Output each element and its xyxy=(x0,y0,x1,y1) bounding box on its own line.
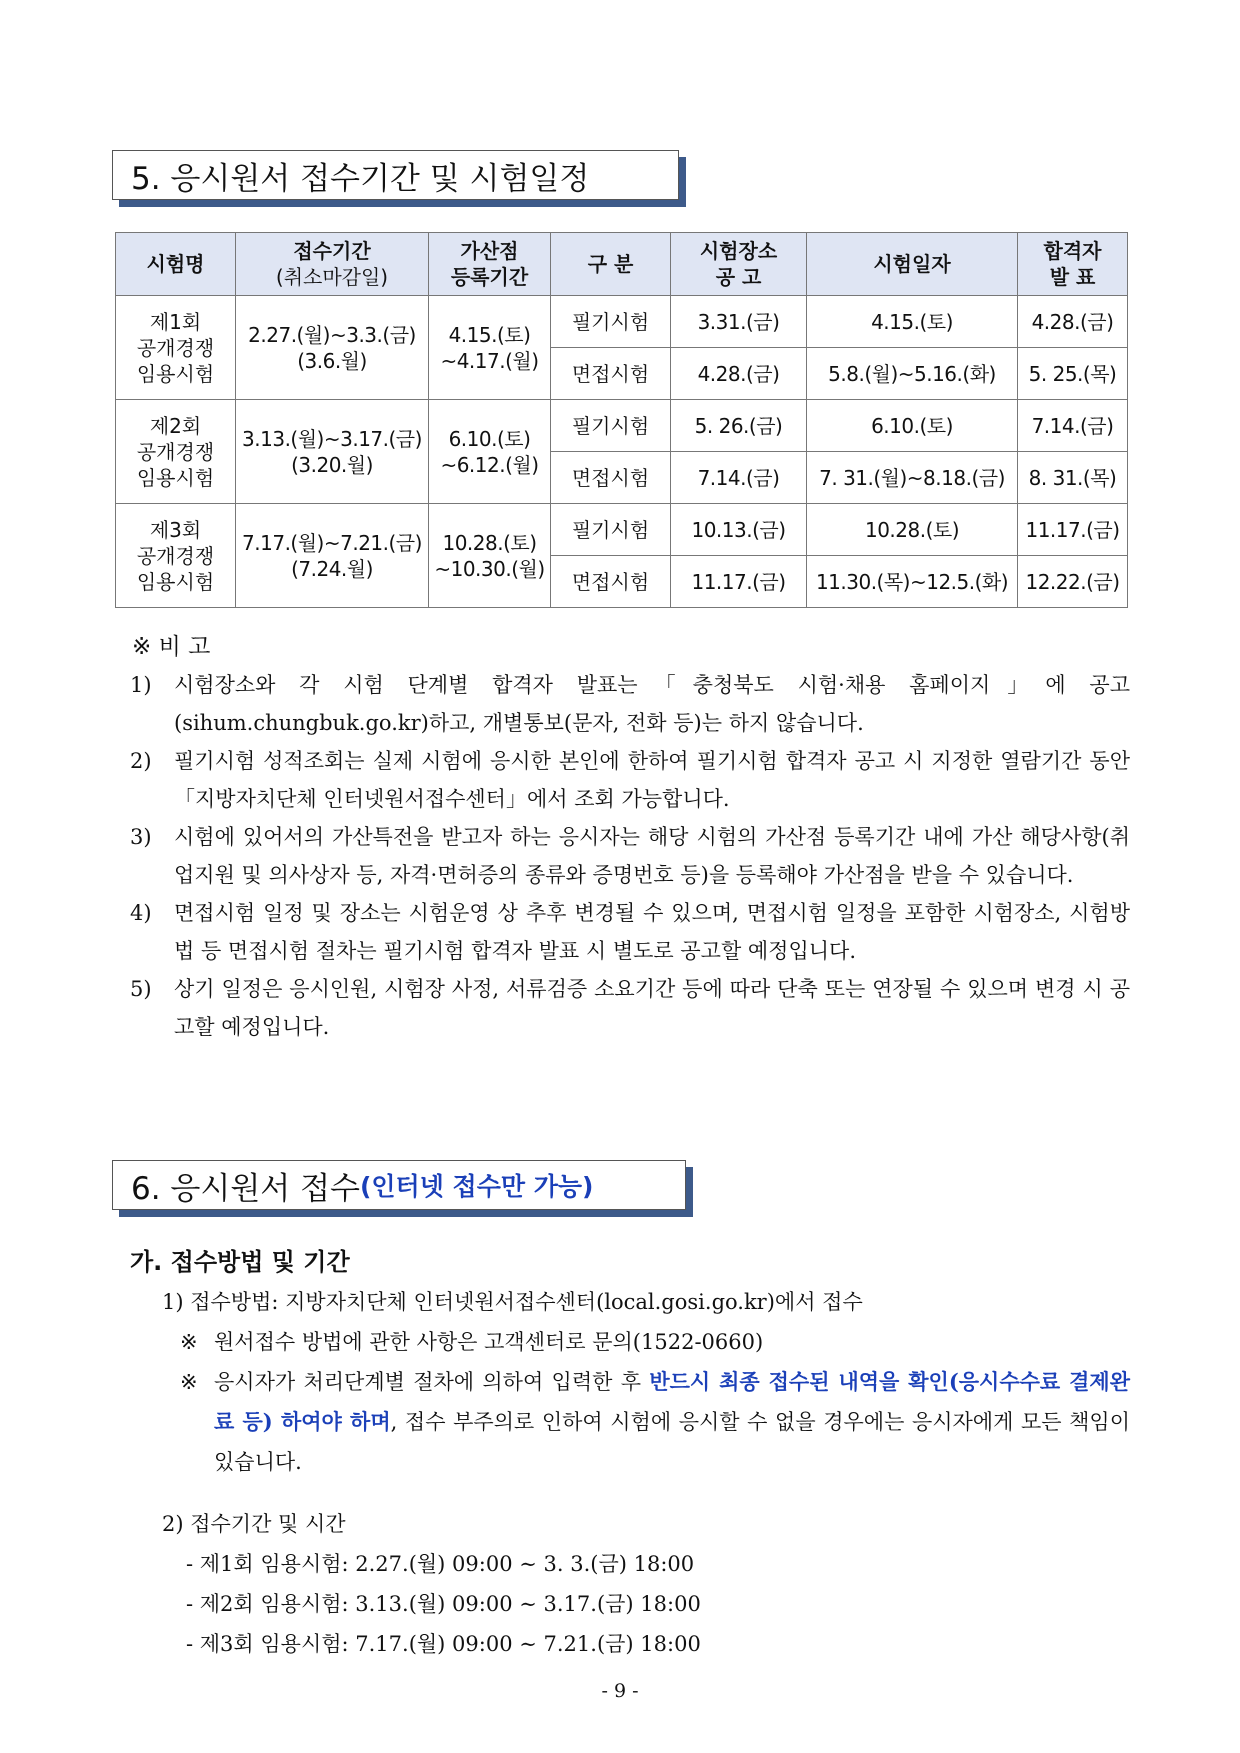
method-subtitle: 가. 접수방법 및 기간 xyxy=(130,1248,350,1276)
section6-title-note: (인터넷 접수만 가능) xyxy=(359,1172,594,1201)
type-cell: 필기시험 xyxy=(551,400,671,452)
exam-name-cell: 제2회 공개경쟁 임용시험 xyxy=(116,400,236,504)
method-line: 1) 접수방법: 지방자치단체 인터넷원서접수센터(local.gosi.go.kr)에서 접수 xyxy=(162,1290,863,1314)
date-cell: 5.8.(월)~5.16.(화) xyxy=(807,348,1018,400)
date-cell: 6.10.(토) xyxy=(807,400,1018,452)
type-cell: 면접시험 xyxy=(551,556,671,608)
type-cell: 면접시험 xyxy=(551,348,671,400)
date-cell: 7. 31.(월)~8.18.(금) xyxy=(807,452,1018,504)
note-number: 4) xyxy=(130,901,152,925)
note-text: 필기시험 성적조회는 실제 시험에 응시한 본인에 한하여 필기시험 합격자 공고 시 지정한 열람기간 동안「지방자치단체 인터넷원서접수센터」에서 조회 가능합니다. xyxy=(174,749,1130,811)
note-item xyxy=(130,742,1130,818)
note-text: 상기 일정은 응시인원, 시험장 사정, 서류검증 소요기간 등에 따라 단축 또는 연장될 수 있으며 변경 시 공고할 예정입니다. xyxy=(174,977,1130,1039)
note-number: 1) xyxy=(130,673,152,697)
notice-contact xyxy=(180,1322,1130,1362)
pass-cell: 12.22.(금) xyxy=(1018,556,1128,608)
note-item xyxy=(130,666,1130,742)
venue-cell: 5. 26.(금) xyxy=(671,400,807,452)
header-bonus: 가산점 등록기간 xyxy=(429,233,551,296)
date-cell: 11.30.(목)~12.5.(화) xyxy=(807,556,1018,608)
note-text: 면접시험 일정 및 장소는 시험운영 상 추후 변경될 수 있으며, 면접시험 일정을 포함한 시험장소, 시험방법 등 면접시험 절차는 필기시험 합격자 발표 시 별도로 공고할 예정입니다. xyxy=(174,901,1130,963)
period-cell: 3.13.(월)~3.17.(금) (3.20.월) xyxy=(236,400,429,504)
bonus-cell: 4.15.(토) ~4.17.(월) xyxy=(429,296,551,400)
table-row xyxy=(116,296,1128,348)
period-cell: 2.27.(월)~3.3.(금) (3.6.월) xyxy=(236,296,429,400)
note-item xyxy=(130,894,1130,970)
note-item xyxy=(130,818,1130,894)
notice-emphasis: 반드시 최종 접수된 내역을 확인(응시수수료 결제완료 등) 하여야 하며 xyxy=(214,1369,1130,1434)
section5-title-text: 5. 응시원서 접수기간 및 시험일정 xyxy=(131,160,590,197)
notice-text: 원서접수 방법에 관한 사항은 고객센터로 문의(1522-0660) xyxy=(214,1330,764,1354)
section5-title xyxy=(112,150,679,200)
bonus-cell: 10.28.(토) ~10.30.(월) xyxy=(429,504,551,608)
section6-title-text: 6. 응시원서 접수 xyxy=(131,1170,360,1207)
section6-body xyxy=(130,1242,1130,1664)
venue-cell: 4.28.(금) xyxy=(671,348,807,400)
type-cell: 필기시험 xyxy=(551,296,671,348)
exam-schedule-table xyxy=(115,232,1128,608)
section6-title xyxy=(112,1160,686,1210)
period-line-1: - 제1회 임용시험: 2.27.(월) 09:00 ∼ 3. 3.(금) 18:00 xyxy=(186,1552,695,1576)
exam-name-cell: 제1회 공개경쟁 임용시험 xyxy=(116,296,236,400)
period-line-3: - 제3회 임용시험: 7.17.(월) 09:00 ∼ 7.21.(금) 18:00 xyxy=(186,1632,701,1656)
exam-name-cell: 제3회 공개경쟁 임용시험 xyxy=(116,504,236,608)
note-text: 시험장소와 각 시험 단계별 합격자 발표는「충청북도 시험·채용 홈페이지」에 공고(sihum.chungbuk.go.kr)하고, 개별통보(문자, 전화 등)는 하지 않습니다. xyxy=(174,673,1130,735)
type-cell: 필기시험 xyxy=(551,504,671,556)
notes-section xyxy=(130,628,1130,1046)
header-date: 시험일자 xyxy=(807,233,1018,296)
page-number: - 9 - xyxy=(601,1680,639,1702)
table-row xyxy=(116,504,1128,556)
pass-cell: 5. 25.(목) xyxy=(1018,348,1128,400)
note-number: 3) xyxy=(130,825,152,849)
venue-cell: 7.14.(금) xyxy=(671,452,807,504)
bonus-cell: 6.10.(토) ~6.12.(월) xyxy=(429,400,551,504)
table-row xyxy=(116,400,1128,452)
notice-text: 응시자가 처리단계별 절차에 의하여 입력한 후 반드시 최종 접수된 내역을 확인(응시수수료 결제완료 등) 하여야 하며, 접수 부주의로 인하여 시험에 응시할 수 없을 경우에는 응시자에게 모든 책임이 있습니다. xyxy=(214,1369,1130,1474)
header-venue: 시험장소 공 고 xyxy=(671,233,807,296)
period-title: 2) 접수기간 및 시간 xyxy=(162,1512,346,1536)
venue-cell: 11.17.(금) xyxy=(671,556,807,608)
date-cell: 10.28.(토) xyxy=(807,504,1018,556)
pass-cell: 11.17.(금) xyxy=(1018,504,1128,556)
note-number: 2) xyxy=(130,749,152,773)
notice-mark: ※ xyxy=(180,1370,198,1394)
date-cell: 4.15.(토) xyxy=(807,296,1018,348)
venue-cell: 10.13.(금) xyxy=(671,504,807,556)
note-number: 5) xyxy=(130,977,152,1001)
notice-confirm xyxy=(180,1362,1130,1482)
header-type: 구 분 xyxy=(551,233,671,296)
header-period: 접수기간 (취소마감일) xyxy=(236,233,429,296)
note-item xyxy=(130,970,1130,1046)
notes-title: ※ 비 고 xyxy=(132,634,211,660)
venue-cell: 3.31.(금) xyxy=(671,296,807,348)
notice-mark: ※ xyxy=(180,1330,198,1354)
header-pass: 합격자 발 표 xyxy=(1018,233,1128,296)
table-header-row xyxy=(116,233,1128,296)
note-text: 시험에 있어서의 가산특전을 받고자 하는 응시자는 해당 시험의 가산점 등록기간 내에 가산 해당사항(취업지원 및 의사상자 등, 자격·면허증의 종류와 증명번호 등)을 등록해야 가산점을 받을 수 있습니다. xyxy=(174,825,1130,887)
period-cell: 7.17.(월)~7.21.(금) (7.24.월) xyxy=(236,504,429,608)
pass-cell: 7.14.(금) xyxy=(1018,400,1128,452)
header-exam: 시험명 xyxy=(116,233,236,296)
pass-cell: 4.28.(금) xyxy=(1018,296,1128,348)
type-cell: 면접시험 xyxy=(551,452,671,504)
period-line-2: - 제2회 임용시험: 3.13.(월) 09:00 ∼ 3.17.(금) 18:00 xyxy=(186,1592,701,1616)
pass-cell: 8. 31.(목) xyxy=(1018,452,1128,504)
